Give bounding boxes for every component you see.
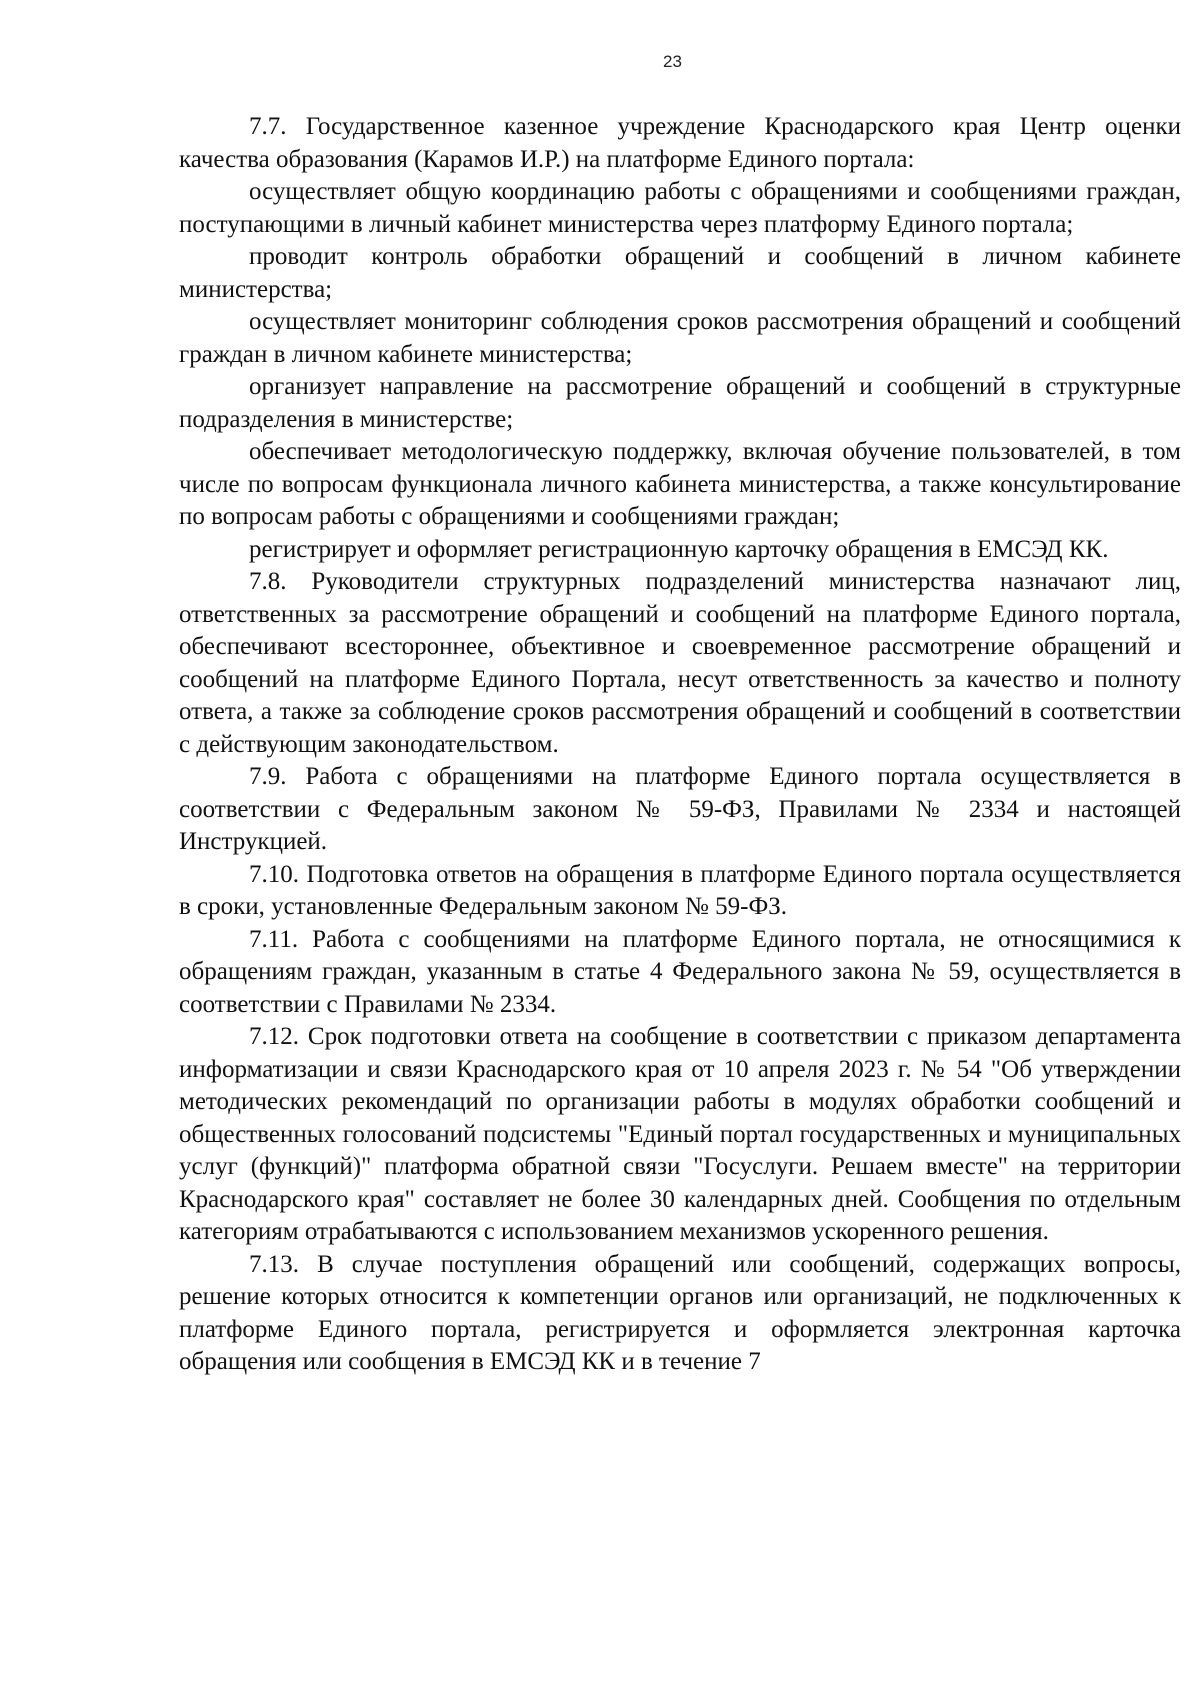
paragraph-7-7: 7.7. Государственное казенное учреждение Краснодарского края Центр оценки качества образования (Карамов И.Р.) на платформе Единого портала:	[179, 113, 1181, 173]
paragraph-monitoring: осуществляет мониторинг соблюдения сроков рассмотрения обращений и сообщений граждан в личном кабинете министерства;	[179, 308, 1181, 368]
paragraph-coordination: осуществляет общую координацию работы с обращениями и сообщениями граждан, поступающими в личный кабинет министерства через платформу Единого портала;	[179, 178, 1181, 238]
paragraph-routing: организует направление на рассмотрение обращений и сообщений в структурные подразделения в министерстве;	[179, 373, 1181, 433]
page-number: 23	[663, 52, 682, 71]
document-body	[179, 111, 1181, 1379]
paragraph-control: проводит контроль обработки обращений и сообщений в личном кабинете министерства;	[179, 243, 1181, 303]
paragraph-7-11: 7.11. Работа с сообщениями на платформе Единого портала, не относящимися к обращениям граждан, указанным в статье 4 Федерального закона № 59, осуществляется в соответствии с Правилами № 2334.	[179, 925, 1181, 1018]
paragraph-7-12: 7.12. Срок подготовки ответа на сообщение в соответствии с приказом департамента информатизации и связи Краснодарского края от 10 апреля 2023 г. № 54 "Об утверждении методических рекомендаций по организации работы в модулях обработки сообщений и общественных голосований подсистемы "Единый портал государственных и муниципальных услуг (функций)" платформа обратной связи "Госуслуги. Решаем вместе" на территории Краснодарского края" составляет не более 30 календарных дней. Сообщения по отдельным категориям отрабатываются с использованием механизмов ускоренного решения.	[179, 1023, 1181, 1245]
paragraph-7-13: 7.13. В случае поступления обращений или сообщений, содержащих вопросы, решение которых относится к компетенции органов или организаций, не подключенных к платформе Единого портала, регистрируется и оформляется электронная карточка обращения или сообщения в ЕМСЭД КК и в течение 7	[179, 1250, 1181, 1375]
paragraph-7-10: 7.10. Подготовка ответов на обращения в платформе Единого портала осуществляется в сроки, установленные Федеральным законом № 59-ФЗ.	[179, 860, 1181, 920]
paragraph-7-8: 7.8. Руководители структурных подразделений министерства назначают лиц, ответственных за рассмотрение обращений и сообщений на платформе Единого портала, обеспечивают всестороннее, объективное и своевременное рассмотрение обращений и сообщений на платформе Единого Портала, несут ответственность за качество и полноту ответа, а также за соблюдение сроков рассмотрения обращений и сообщений в соответствии с действующим законодательством.	[179, 568, 1181, 758]
paragraph-7-9: 7.9. Работа с обращениями на платформе Единого портала осуществляется в соответствии с Федеральным законом № 59-ФЗ, Правилами № 2334 и настоящей Инструкцией.	[179, 763, 1181, 855]
paragraph-registration: регистрирует и оформляет регистрационную карточку обращения в ЕМСЭД КК.	[249, 535, 1109, 563]
paragraph-support: обеспечивает методологическую поддержку, включая обучение пользователей, в том числе по вопросам функционала личного кабинета министерства, а также консультирование по вопросам работы с обращениями и сообщениями граждан;	[179, 438, 1181, 530]
